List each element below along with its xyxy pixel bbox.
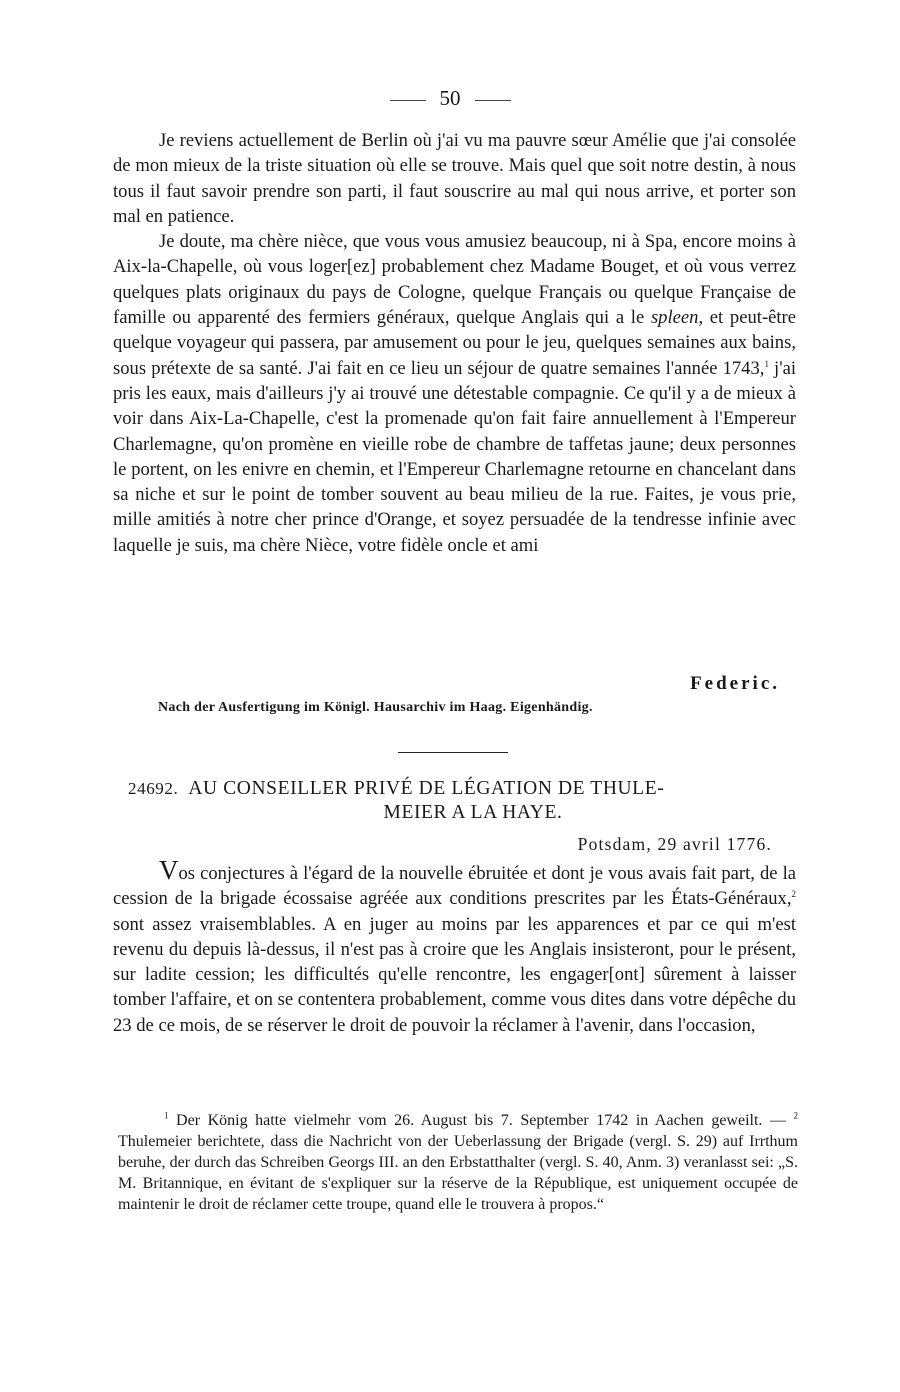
header-rule-left [390,100,426,101]
letter-2-heading [128,777,798,825]
spleen-word: spleen [650,307,699,329]
header-rule-right [475,100,511,101]
footnote-ref-2[interactable]: 2 [791,889,796,900]
footnote-mark-2: 2 [793,1110,798,1121]
page-number: 50 [439,86,461,110]
footnote-1-text: Der König hatte vielmehr vom 26. August bis 7. September 1742 in Aachen geweilt. — [168,1112,794,1129]
page-number-header [0,86,900,111]
footnote-block [118,1110,798,1215]
letter-2-paragraph-1: Vos conjectures à l'égard de la nouvelle ébruitée et dont je vous avais fait part, de la cession de la brigade écossaise agréée aux conditions prescrites par les États-Généraux,$^2$ sont assez vraisemblables. A en juger au moins par les apparences et par ce qui m'est revenu du depuis là-dessus, il n'est pas à croire que les Anglais insisteront, pour le présent, sur ladite cession; les difficultés qu'elle rencontre, les engager[ont] sûrement à laisser tomber l'affaire, et on se contentera probablement, comme vous dites dans votre dépêche du 23 de ce mois, de se réserver le droit de pouvoir la réclamer à l'avenir, dans l'occasion, [113,855,796,1036]
letter-1-text [113,128,796,558]
letter-1-paragraph-1: Je reviens actuellement de Berlin où j'ai vu ma pauvre sœur Amélie que j'ai consolée de mon mieux de la triste situation où elle se trouve. Mais quel que soit notre destin, à nous tous il faut savoir prendre son parti, il faut souscrire au mal qui nous arrive, et porter son mal en patience. [113,130,796,227]
footnotes [118,1110,798,1215]
drop-cap: V [159,855,179,885]
letter-title-line-2: MEIER A LA HAYE. [383,802,563,823]
letter-1-paragraph-2: Je doute, ma chère nièce, que vous vous amusiez beaucoup, ni à Spa, encore moins à Aix-la-Chapelle, où vous loger[ez] probablement chez Madame Bouget, et où vous verrez quelques plats originaux du pays de Cologne, quelque Français ou quelque Française de famille ou apparenté des fermiers généraux, quelque Anglais qui a le spleen, et peut-être quelque voyageur qui passera, par amusement ou pour le jeu, quelques semaines aux bains, sous prétexte de sa santé. J'ai fait en ce lieu un séjour de quatre semaines l'année 1743,$^1$ j'ai pris les eaux, mais d'ailleurs j'y ai trouvé une détestable compagnie. Ce qu'il y a de mieux à voir dans Aix-La-Chapelle, c'est la promenade qu'on fait faire annuellement à l'Empereur Charlemagne, qu'on promène en vieille robe de chambre de taffetas jaune; deux personnes le portent, on les enivre en chemin, et l'Empereur Charlemagne retourne en chancelant dans sa niche et sur le point de tomber souvent au beau milieu de la rue. Faites, je vous prie, mille amitiés à notre cher prince d'Orange, et soyez persuadée de la tendresse infinie avec laquelle je suis, ma chère Nièce, votre fidèle oncle et ami [113,231,797,556]
footnote-2-text: Thulemeier berichtete, dass die Nachricht von der Ueberlassung der Brigade (vergl. S. 29) auf Irrthum beruhe, der durch das Schreiben Georgs III. an den Erbstatthalter (vergl. S. 40, Anm. 3) veranlasst sei: „S. M. Britannique, en évitant de s'expliquer sur la réserve de la République, est uniquement occupée de maintenir le droit de réclamer cette troupe, quand elle le trouvera à propos.“ [118,1133,798,1213]
source-note: Nach der Ausfertigung im Königl. Hausarchiv im Haag. Eigenhändig. [158,700,593,715]
footnote-mark-1: 1 [164,1110,169,1121]
letter-title-line-1: AU CONSEILLER PRIVÉ DE LÉGATION DE THULE- [188,778,665,799]
footnote-ref-1[interactable]: 1 [764,358,769,369]
letter-2-text [113,855,796,1038]
signature: Federic. [690,673,780,694]
section-divider [398,752,508,753]
letter-number: 24692. [128,779,179,798]
dateline: Potsdam, 29 avril 1776. [577,834,772,854]
